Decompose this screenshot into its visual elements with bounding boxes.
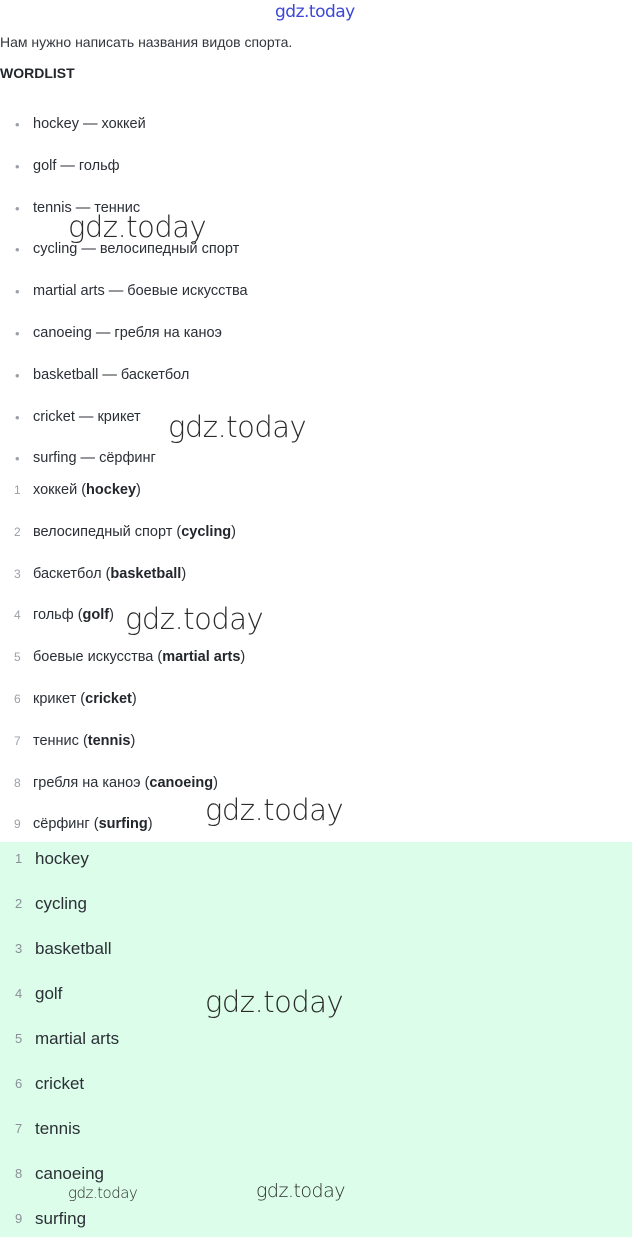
- wordlist-item: [0, 397, 248, 439]
- wordlist-item: [0, 271, 248, 313]
- item-number: 2: [14, 524, 21, 539]
- site-logo[interactable]: gdz.today: [275, 2, 355, 22]
- item-number: 1: [15, 851, 23, 866]
- answer-item: 1 хоккей (hockey): [0, 470, 245, 512]
- answer-english: cycling: [181, 523, 232, 540]
- answer-item: 3 баскетбол (basketball): [0, 554, 245, 596]
- wordlist-item-text: martial arts — боевые искусства: [33, 283, 248, 300]
- item-number: 6: [15, 1076, 23, 1091]
- watermark: gdz.today: [68, 1184, 138, 1202]
- wordlist-item-text: cycling — велосипедный спорт: [33, 241, 240, 258]
- wordlist-item-text: surfing — сёрфинг: [33, 450, 156, 467]
- answer-key-item: [0, 1155, 119, 1200]
- answer-item: 2 велосипедный спорт (cycling): [0, 512, 245, 554]
- answer-key-text: surfing: [35, 1209, 87, 1228]
- answer-russian: баскетбол: [33, 565, 106, 582]
- answer-english: martial arts: [162, 649, 241, 666]
- answer-english: surfing: [98, 816, 148, 833]
- answer-key-item: [0, 1200, 119, 1245]
- answer-key-text: golf: [35, 984, 63, 1003]
- wordlist-item: [0, 229, 248, 271]
- bullet-icon: •: [15, 158, 20, 174]
- item-number: 9: [15, 1211, 23, 1226]
- answer-russian: теннис: [33, 732, 83, 749]
- wordlist-item-text: tennis — теннис: [33, 199, 141, 216]
- item-number: 8: [14, 775, 21, 790]
- item-number: 1: [14, 483, 21, 497]
- item-number: 6: [14, 691, 21, 706]
- wordlist-heading: WORDLIST: [0, 65, 75, 81]
- task-description: Нам нужно написать названия видов спорта.: [0, 34, 293, 50]
- bullet-icon: •: [15, 325, 20, 341]
- answer-key-text: canoeing: [35, 1164, 105, 1183]
- answer-key-item: [0, 1110, 119, 1155]
- answer-key-item: [0, 1065, 119, 1110]
- wordlist-item-text: canoeing — гребля на каноэ: [33, 324, 222, 341]
- item-number: 5: [14, 650, 21, 665]
- item-number: 3: [14, 566, 21, 581]
- answer-item: 4 гольф (golf): [0, 595, 245, 637]
- bullet-icon: •: [15, 117, 20, 132]
- answer-russian: хоккей: [33, 482, 82, 498]
- answer-key-text: hockey: [35, 849, 89, 868]
- answer-russian: сёрфинг: [33, 816, 94, 833]
- item-number: 4: [14, 608, 21, 623]
- answer-key-item: [0, 1020, 119, 1065]
- wordlist-item: [0, 104, 248, 146]
- bullet-icon: •: [15, 200, 20, 216]
- watermark: gdz.today: [256, 1180, 345, 1202]
- answer-item: 7 теннис (tennis): [0, 721, 245, 763]
- item-number: 5: [15, 1031, 23, 1046]
- watermark: gdz.today: [125, 602, 264, 636]
- answer-russian: гольф: [33, 607, 78, 624]
- answer-key-text: basketball: [35, 939, 112, 958]
- watermark: gdz.today: [205, 985, 344, 1019]
- answer-key-text: cricket: [35, 1074, 85, 1093]
- answer-key-text: cycling: [35, 894, 87, 913]
- answer-russian: боевые искусства: [33, 649, 158, 666]
- item-number: 3: [15, 941, 23, 956]
- wordlist-item: [0, 313, 248, 355]
- answer-english: basketball: [110, 565, 182, 582]
- answer-item: 9 сёрфинг (surfing): [0, 804, 245, 846]
- item-number: 2: [15, 896, 23, 911]
- bullet-icon: •: [15, 451, 20, 467]
- answer-english: golf: [82, 607, 110, 624]
- answer-russian: гребля на каноэ: [33, 774, 145, 791]
- answer-russian: велосипедный спорт: [33, 523, 177, 540]
- answer-english: canoeing: [149, 774, 214, 791]
- answer-key-text: martial arts: [35, 1029, 120, 1048]
- bullet-icon: •: [15, 367, 20, 383]
- item-number: 7: [14, 733, 21, 748]
- answer-key-list: [0, 840, 119, 1245]
- wordlist-item-text: basketball — баскетбол: [33, 366, 190, 383]
- watermark: gdz.today: [68, 210, 207, 244]
- answer-english: hockey: [86, 482, 137, 498]
- wordlist: [0, 104, 248, 480]
- bullet-icon: •: [15, 409, 20, 425]
- wordlist-item: [0, 188, 248, 230]
- bullet-icon: •: [15, 284, 20, 300]
- answer-english: tennis: [87, 732, 131, 749]
- wordlist-item: [0, 355, 248, 397]
- wordlist-item-text: hockey — хоккей: [33, 116, 146, 132]
- answer-item: 6 крикет (cricket): [0, 679, 245, 721]
- answer-key-item: [0, 930, 119, 975]
- answer-key-text: tennis: [35, 1119, 81, 1138]
- answer-key-item: [0, 840, 119, 885]
- answer-item: 8 гребля на каноэ (canoeing): [0, 763, 245, 805]
- item-number: 4: [15, 986, 23, 1001]
- watermark: gdz.today: [168, 410, 307, 444]
- answer-key-box: [0, 842, 632, 1237]
- answer-english: cricket: [85, 690, 132, 707]
- item-number: 8: [15, 1166, 23, 1181]
- answer-key-item: [0, 975, 119, 1020]
- watermark: gdz.today: [205, 793, 344, 827]
- answer-russian: крикет: [33, 690, 81, 707]
- answer-item: 5 боевые искусства (martial arts): [0, 637, 245, 679]
- item-number: 9: [14, 817, 21, 832]
- answers-list: [0, 470, 245, 846]
- answer-key-item: [0, 885, 119, 930]
- bullet-icon: •: [15, 242, 20, 258]
- item-number: 7: [15, 1121, 23, 1136]
- wordlist-item-text: golf — гольф: [33, 157, 120, 174]
- wordlist-item-text: cricket — крикет: [33, 408, 141, 425]
- wordlist-item: [0, 146, 248, 188]
